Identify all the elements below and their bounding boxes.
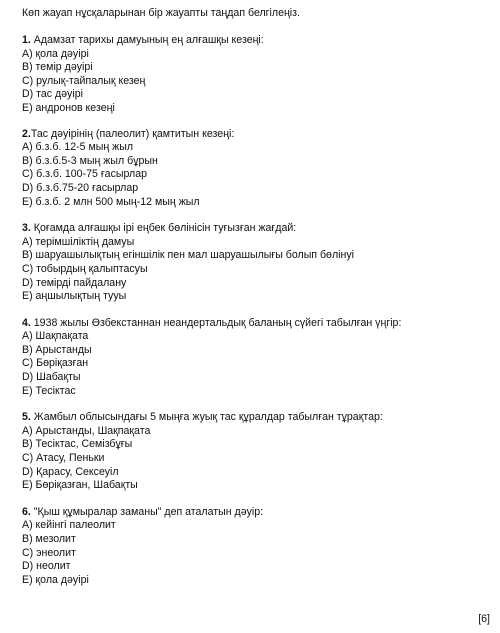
question-text: Тас дәуірінің (палеолит) қамтитын кезеңі: [30, 127, 235, 140]
question-1 [22, 34, 482, 116]
option-c: C) тобырдың қалыптасуы [22, 262, 148, 275]
question-text: Адамзат тарихы дамуының ең алғашқы кезеңі: [30, 34, 264, 46]
option-a: A) қола дәуірі [22, 47, 89, 60]
instruction-text: Көп жауап нұсқаларынан бір жауапты таңдап белгілеңіз. [22, 7, 300, 19]
question-number: 6. [22, 505, 31, 518]
test-page [22, 7, 482, 587]
option-e: E) аңшылықтың тууы [22, 290, 127, 303]
question-number: 4. [22, 316, 31, 329]
question-title [22, 411, 482, 425]
question-5 [22, 411, 482, 493]
option-d: D) тас дәуірі [22, 88, 83, 101]
option-a: A) кейінгі палеолит [22, 519, 116, 532]
option-d: D) темірді пайдалану [22, 276, 127, 289]
question-text: 1938 жылы Өзбекстаннан неандертальдық баланың сүйегі табылған үңгір: [30, 316, 402, 329]
option-e: E) Бөріқазған, Шабақты [22, 479, 138, 492]
option-b: B) мезолит [22, 533, 76, 545]
question-title [22, 222, 482, 236]
option-c: C) Атасу, Пеньки [22, 452, 105, 465]
option-e: E) б.з.б. 2 млн 500 мың-12 мың жыл [22, 195, 200, 208]
question-text: Жамбыл облысындағы 5 мыңға жуық тас құралдар табылған тұрақтар: [30, 411, 383, 424]
total-marks: [6] [478, 613, 490, 626]
option-b: B) шаруашылықтың егіншілік пен мал шаруашылығы болып бөлінуі [22, 249, 354, 262]
question-number: 1. [22, 34, 31, 46]
question-3 [22, 222, 482, 304]
option-c: C) б.з.б. 100-75 ғасырлар [22, 168, 147, 181]
option-d: D) б.з.б.75-20 ғасырлар [22, 181, 139, 194]
option-a: A) Шақпақата [22, 330, 89, 343]
option-c: C) энеолит [22, 546, 76, 559]
option-e: E) Тесіктас [22, 384, 76, 397]
option-b: B) Тесіктас, Семізбұғы [22, 438, 133, 451]
option-b: B) темір дәуірі [22, 61, 93, 74]
option-a: A) терімшіліктің дамуы [22, 235, 135, 248]
option-b: B) Арыстанды [22, 343, 92, 356]
question-text: Қоғамда алғашқы ірі еңбек бөлінісін туғызған жағдай: [30, 222, 297, 235]
option-e: E) қола дәуірі [22, 573, 89, 586]
option-c: C) рулық-тайпалық кезең [22, 74, 146, 87]
option-d: D) неолит [22, 560, 71, 573]
option-d: D) Шабақты [22, 371, 81, 384]
question-title [22, 317, 482, 331]
option-a: A) б.з.б. 12-5 мың жыл [22, 141, 134, 154]
option-e: E) андронов кезеңі [22, 101, 115, 114]
question-number: 2. [22, 127, 31, 140]
question-title [22, 34, 482, 48]
question-number: 5. [22, 411, 31, 424]
option-b: B) б.з.б.5-3 мың жыл бұрын [22, 154, 158, 167]
question-6 [22, 506, 482, 588]
question-2 [22, 128, 482, 210]
question-number: 3. [22, 222, 31, 235]
question-text: "Қыш құмыралар заманы" деп аталатын дәуір: [30, 505, 264, 518]
question-4 [22, 317, 482, 399]
question-title [22, 128, 482, 142]
option-c: C) Бөріқазған [22, 357, 89, 370]
option-a: A) Арыстанды, Шақпақата [22, 424, 151, 437]
option-d: D) Қарасу, Сексеуіл [22, 465, 119, 478]
question-title [22, 506, 482, 520]
